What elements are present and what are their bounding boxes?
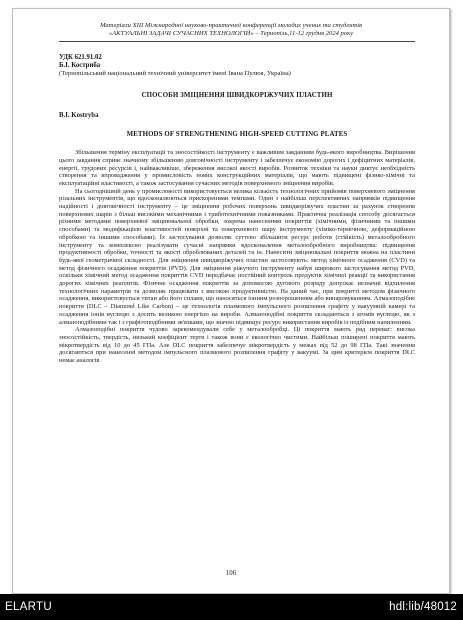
header-line-2: «АКТУАЛЬНІ ЗАДАЧІ СУЧАСНИХ ТЕХНОЛОГІЙ» – Тернопіль,11-12 грудня 2024 року bbox=[108, 30, 354, 37]
article-title-en: METHODS OF STRENGTHENING HIGH-SPEED CUTTING PLATES bbox=[126, 131, 348, 139]
body-paragraph: Алмазоподібні покриття чудово зарекомендували себе у металообробці. Ці покриття мають ряд переваг: висока зносостійкість, твердість, низький коефіцієнт тертя і також вони є екологічно чистими. Найбільш поширені покриття мають мікротвердість від 10 до 45 ГПа. Але DLC покриття забезпечує мікротвердість у межах від 52 до 98 ГПа. Такі значення досягаються при нанесенні методом імпульсного плазмового розпилення графіту у вакуумі. За цим критерієм покриття DLC немає аналогів. bbox=[59, 326, 415, 365]
author-name: Б.І. Костриба bbox=[59, 62, 101, 69]
repository-name: ELARTU bbox=[5, 601, 52, 613]
page-number: 106 bbox=[225, 570, 237, 577]
repository-footer bbox=[0, 594, 463, 620]
body-paragraph: Збільшення терміну експлуатації та зносостійкості інструменту є важливим завданням будь-якого виробництва. Вирішення цього завдання сприяє значному збільшенню довговічності інструменту і забезпечує економію дорогих і дефіцитних матеріалів, енергії, трудових ресурсів і, найважливіше, збереження високої якості виробів. Розвиток техніки та науки диктує необхідність створення та впровадження у промисловість нових конструкційних матеріалів, що мають підвищені фізико-хімічні та експлуатаційні властивості, а також застосування сучасних методів поверхневого зміцнення виробів. bbox=[59, 149, 415, 187]
header-divider bbox=[59, 41, 415, 42]
conference-header bbox=[43, 22, 419, 38]
body-paragraph: На сьогоднішній день у промисловості використовується велика кількість технологічних прийомів поверхневого зміцнення різальних інструментів, що вдосконалюються прискореними темпами. Один з найбільш перспективних напрямків підвищення надійності і довговічності інструменту – це зміцнення робочих поверхонь швидкоріжучих пластин за рахунок створення поверхневих шарів з більш високими механічними і триботехнічними показниками. Практична реалізація способу досягається різними методами поверхневої зміцнювальної обробки, зокрема нанесенням покриттів (хімічними, фізичними та іншими способами) та модифікацією властивостей поверхні та поверхневого шару інструменту (хіміко-термічною, деформаційною обробкою та іншими способами). Їх застосування дозволяє суттєво збільшити ресурс роботи (стійкість) металообробного інструменту та комплексно реалізувати сучасні напрямки вдосконалення металообробного виробництва: підвищення продуктивності обробки, точності та якості оброблюваних деталей та ін. Нанесити зміцнювальні покриття можна на пластини будь-якої геометричної складності. Для зміцнення швидкоріжучих пластин застосовують: метод хімічного осадження (CVD) та метод фізичного осадження покриттів (PVD). Для зміцнення ріжучого інструменту набув широкого застосування метод PVD, оскільки хімічний метод осадження покриттів CVD передбачає постійний контроль продуктів хімічної реакції та використання дорогих хімічних реагентів. Фізичне осадження покриттів за допомогою дугового розряду допускає незначні відхилення технологічних параметрів та дозволяє працювати з високою продуктивністю. На даний час, при покритті методом фізичного осадження, використовується титан або його сплави, що наносяться іонним розпорошенням або випаровуванням. Алмазоподібне покриття (DLC – Diamond Like Carbon) – це технологія плазмового імпульсного розпилення графіту у вакуумній камері та осадження іонів вуглецю з досить великою енергією на вироби. Алмазоподібні покриття складаються з атомів вуглецю, як з алмазоподібними так і з графітоподібними зв'язками, що значно підвищує ресурс використання виробів із подібним напиленням. bbox=[59, 187, 415, 326]
udc-code: УДК 621.91.02 bbox=[59, 54, 102, 61]
header-line-1: Матеріали XIII Міжнародної науково-практичної конференції молодих учених та студентів bbox=[99, 22, 362, 29]
author-affiliation: (Тернопільський національний технічний університет імені Івана Пулюя, Україна) bbox=[59, 70, 291, 77]
article-content bbox=[59, 54, 415, 365]
article-body bbox=[59, 149, 415, 365]
document-page bbox=[12, 8, 450, 594]
article-title-ua: СПОСОБИ ЗМІЦНЕННЯ ШВИДКОРІЖУЧИХ ПЛАСТИН bbox=[141, 92, 333, 99]
author-name-en: B.I. Kostryba bbox=[59, 111, 99, 119]
handle-identifier: hdl:lib/48012 bbox=[389, 601, 457, 613]
